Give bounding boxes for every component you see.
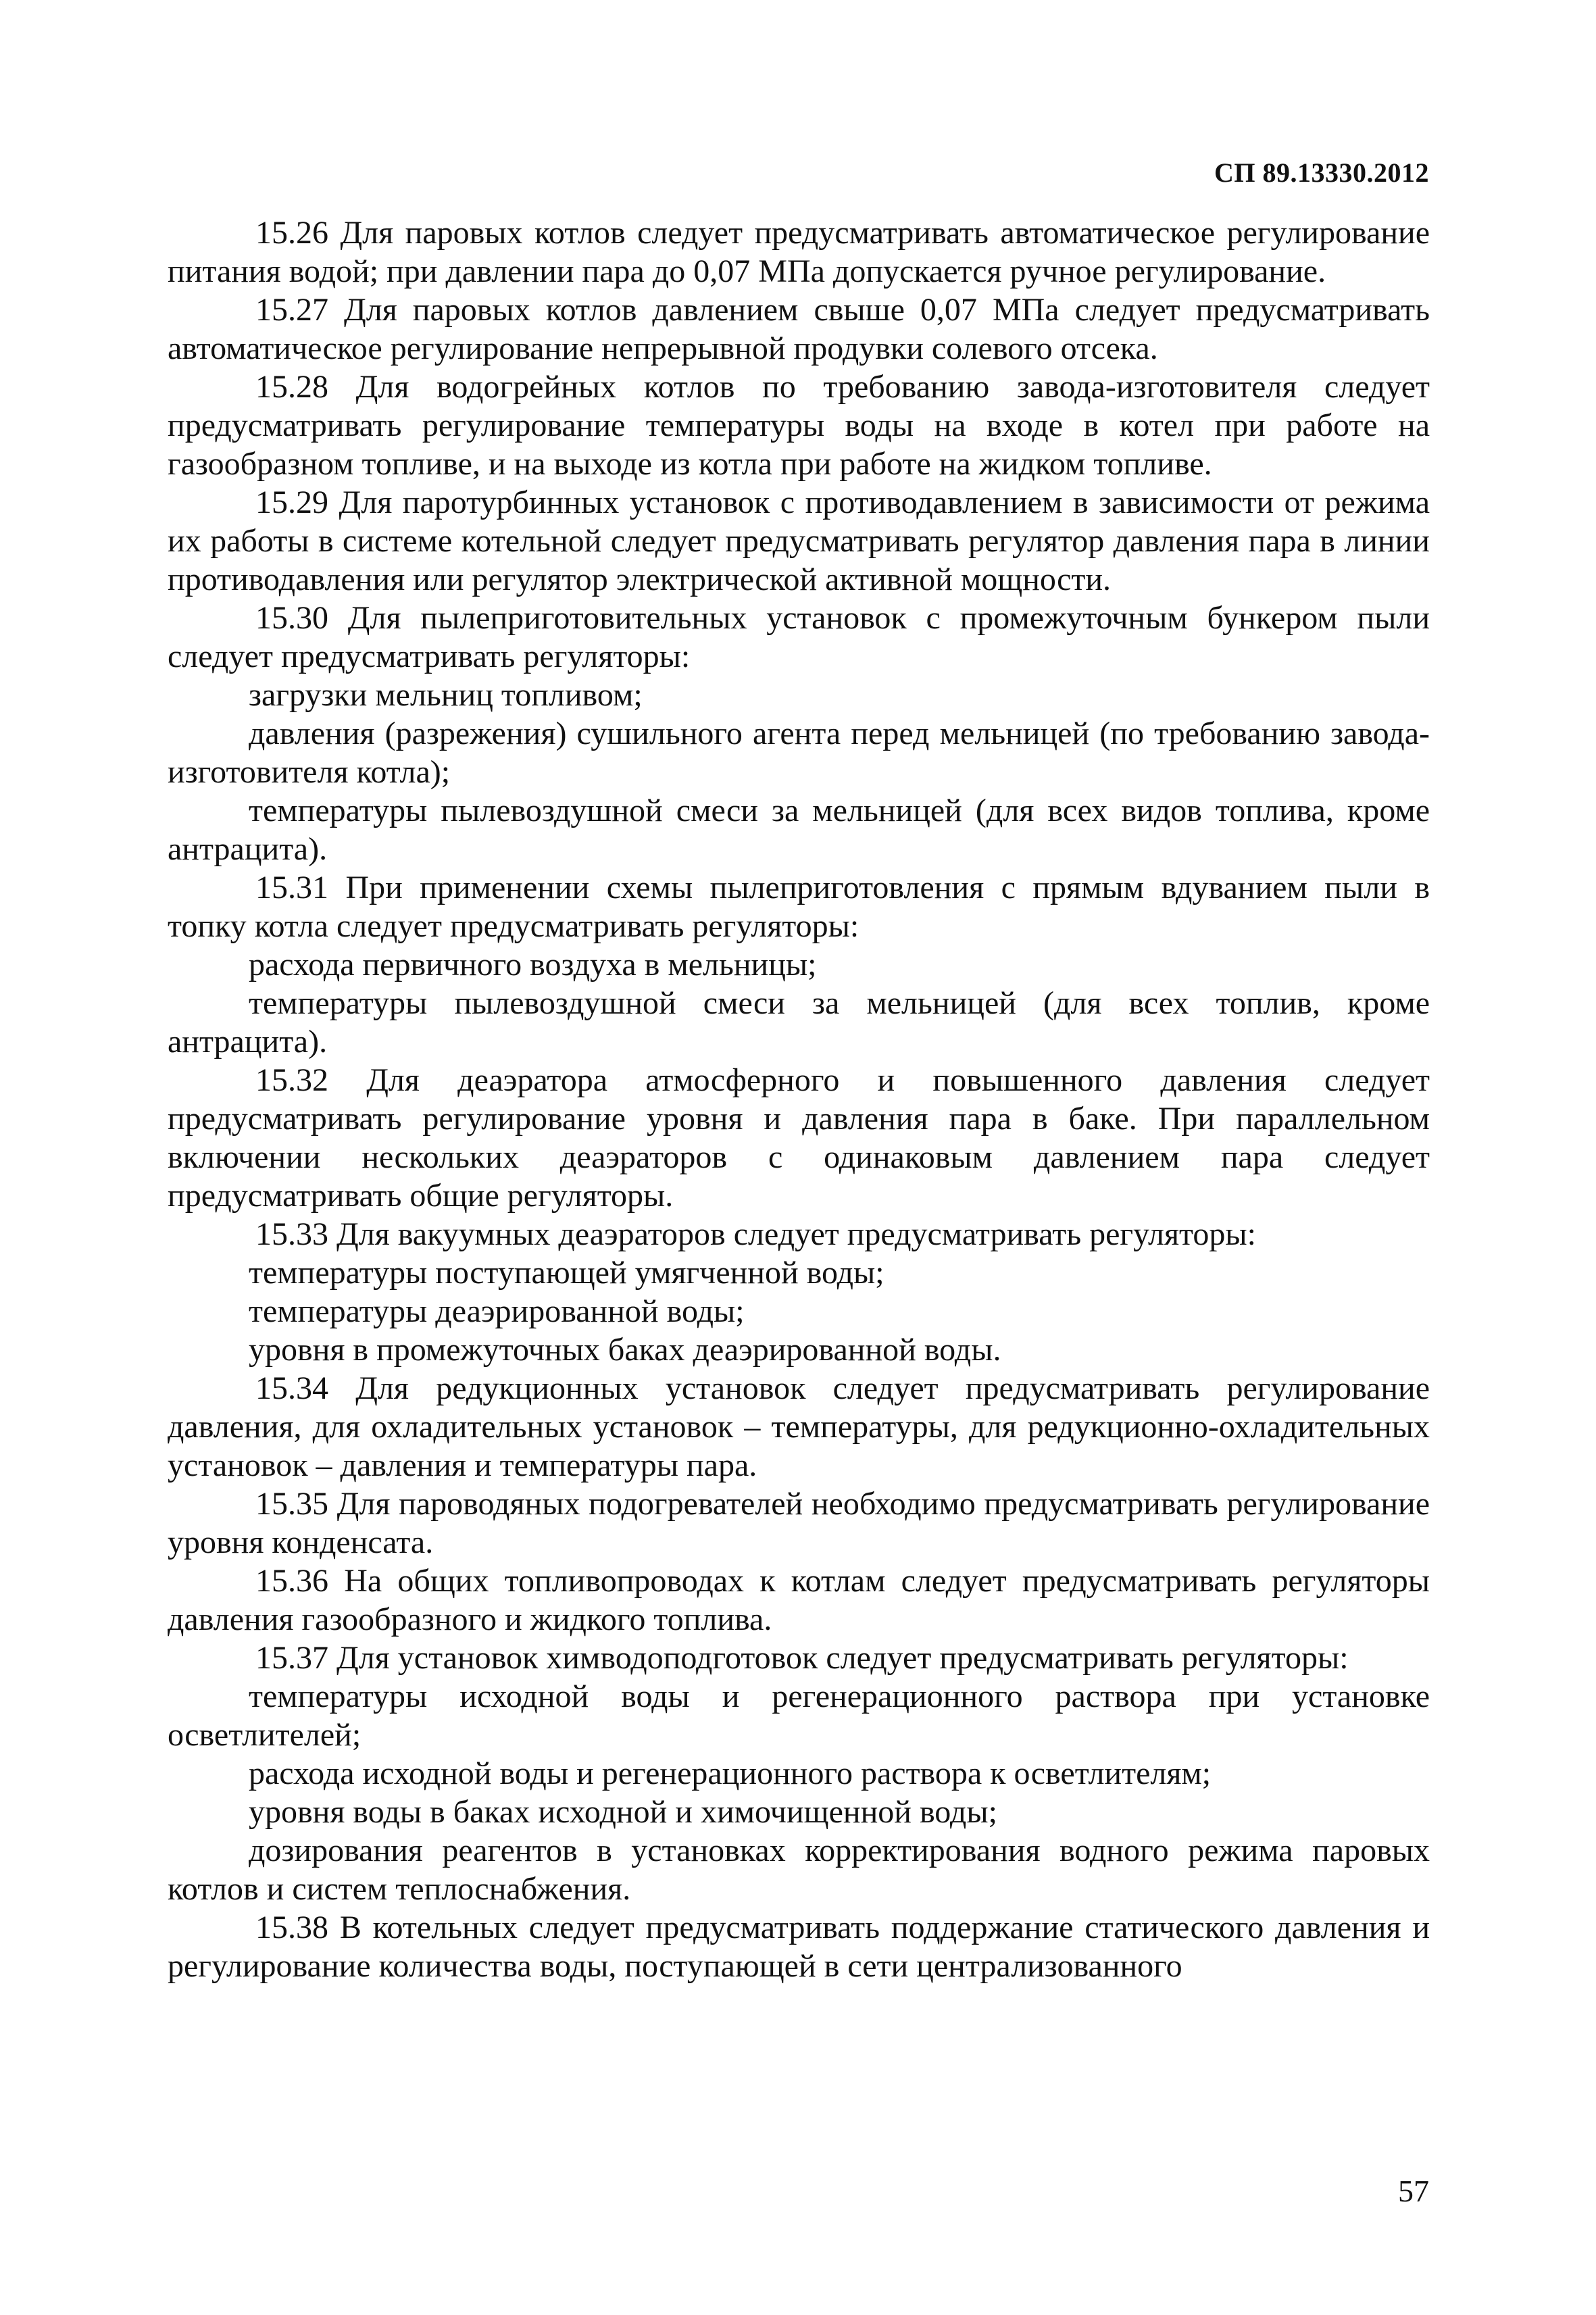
list-item: уровня в промежуточных баках деаэрированной воды.: [249, 1332, 1001, 1368]
paragraph-text: При применении схемы пылеприготовления с прямым вдуванием пыли в топку котла следует предусматривать регуляторы:: [168, 870, 1430, 944]
paragraph-15-26: [168, 214, 1430, 291]
paragraph-number: 15.31: [255, 870, 328, 905]
paragraph-15-32: [168, 1061, 1430, 1215]
paragraph-15-30: [168, 599, 1430, 676]
list-item: температуры пылевоздушной смеси за мельницей (для всех видов топлива, кроме антрацита).: [168, 793, 1430, 867]
document-code: СП 89.13330.2012: [1214, 157, 1429, 188]
list-item: уровня воды в баках исходной и химочищенной воды;: [249, 1794, 997, 1830]
list-item: давления (разрежения) сушильного агента перед мельницей (по требованию завода-изготовителя котла);: [168, 716, 1430, 790]
paragraph-text: Для паровых котлов следует предусматривать автоматическое регулирование питания водой; при давлении пара до 0,07 МПа допускается ручное регулирование.: [168, 215, 1430, 289]
paragraph-number: 15.29: [255, 484, 328, 520]
paragraph-text: На общих топливопроводах к котлам следует предусматривать регуляторы давления газообразного и жидкого топлива.: [168, 1563, 1430, 1637]
paragraph-number: 15.28: [255, 369, 328, 405]
list-item: температуры пылевоздушной смеси за мельницей (для всех топлив, кроме антрацита).: [168, 985, 1430, 1060]
paragraph-text: Для пароводяных подогревателей необходимо предусматривать регулирование уровня конденсата.: [168, 1486, 1430, 1560]
page-number: 57: [1398, 2174, 1429, 2208]
paragraph-number: 15.33: [255, 1216, 328, 1252]
paragraph-text: Для водогрейных котлов по требованию завода-изготовителя следует предусматривать регулирование температуры воды на входе в котел при работе на газообразном топливе, и на выходе из котла при работе на жидком топливе.: [168, 369, 1430, 482]
paragraph-text: Для редукционных установок следует предусматривать регулирование давления, для охладительных установок – температуры, для редукционно-охладительных установок – давления и температуры пара.: [168, 1370, 1430, 1483]
paragraph-15-29: [168, 483, 1430, 599]
paragraph-15-34: [168, 1369, 1430, 1485]
paragraph-number: 15.30: [255, 600, 328, 636]
paragraph-15-37: [168, 1639, 1430, 1677]
paragraph-text: В котельных следует предусматривать поддержание статического давления и регулирование количества воды, поступающей в сети централизованного: [168, 1910, 1430, 1984]
paragraph-number: 15.32: [255, 1062, 328, 1098]
paragraph-number: 15.26: [255, 215, 328, 251]
paragraph-text: Для установок химводоподготовок следует предусматривать регуляторы:: [336, 1640, 1349, 1676]
paragraph-text: Для паротурбинных установок с противодавлением в зависимости от режима их работы в системе котельной следует предусматривать регулятор давления пара в линии противодавления или регулятор электрической активной мощности.: [168, 484, 1430, 597]
paragraph-15-27: [168, 291, 1430, 368]
paragraph-text: Для пылеприготовительных установок с промежуточным бункером пыли следует предусматривать регуляторы:: [168, 600, 1430, 674]
paragraph-number: 15.27: [255, 292, 328, 328]
paragraph-number: 15.35: [255, 1486, 328, 1522]
paragraph-15-33: [168, 1215, 1430, 1253]
paragraph-number: 15.38: [255, 1910, 328, 1945]
list-item: температуры поступающей умягченной воды;: [249, 1255, 884, 1291]
list-item: температуры деаэрированной воды;: [249, 1293, 745, 1329]
list-item: расхода исходной воды и регенерационного раствора к осветлителям;: [249, 1756, 1212, 1791]
paragraph-15-36: [168, 1562, 1430, 1639]
document-body: [168, 214, 1430, 1985]
paragraph-15-28: [168, 368, 1430, 483]
list-item: дозирования реагентов в установках корректирования водного режима паровых котлов и систем теплоснабжения.: [168, 1833, 1430, 1907]
paragraph-15-31: [168, 868, 1430, 945]
paragraph-number: 15.36: [255, 1563, 328, 1599]
paragraph-text: Для паровых котлов давлением свыше 0,07 МПа следует предусматривать автоматическое регулирование непрерывной продувки солевого отсека.: [168, 292, 1430, 366]
paragraph-number: 15.34: [255, 1370, 328, 1406]
paragraph-15-38: [168, 1908, 1430, 1985]
list-item: расхода первичного воздуха в мельницы;: [249, 947, 817, 982]
paragraph-text: Для вакуумных деаэраторов следует предусматривать регуляторы:: [336, 1216, 1256, 1252]
list-item: загрузки мельниц топливом;: [249, 677, 643, 713]
paragraph-15-35: [168, 1485, 1430, 1562]
list-item: температуры исходной воды и регенерационного раствора при установке осветлителей;: [168, 1678, 1430, 1753]
paragraph-number: 15.37: [255, 1640, 328, 1676]
paragraph-text: Для деаэратора атмосферного и повышенного давления следует предусматривать регулирование уровня и давления пара в баке. При параллельном включении нескольких деаэраторов с одинаковым давлением пара следует предусматривать общие регуляторы.: [168, 1062, 1430, 1214]
